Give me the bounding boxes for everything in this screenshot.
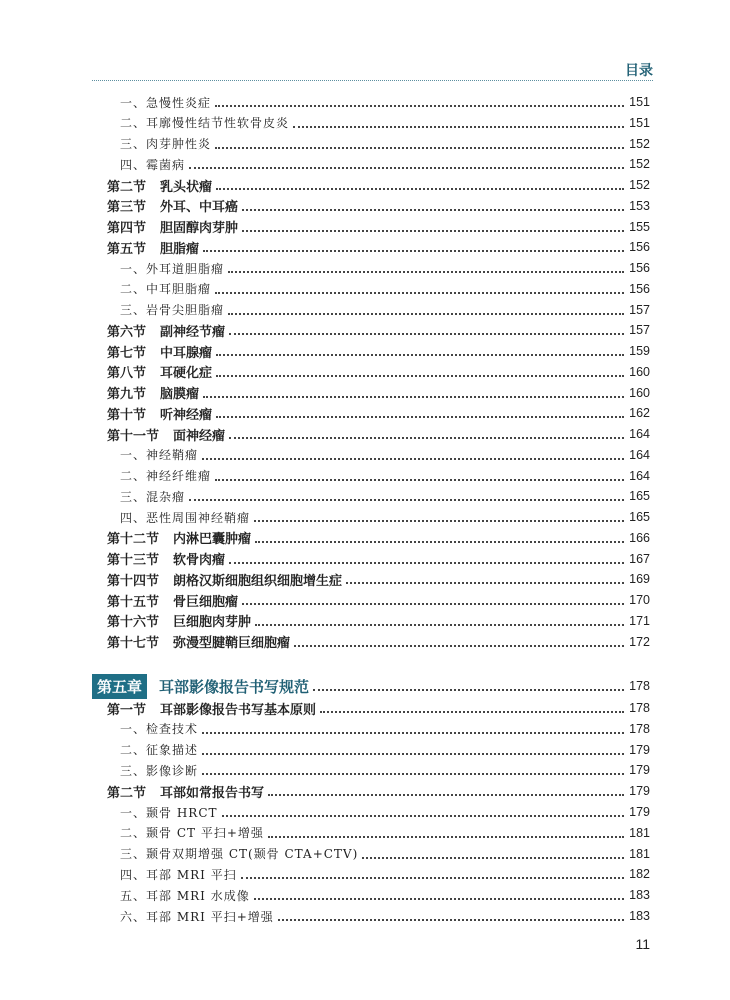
dot-leader (216, 416, 624, 418)
toc-entry-sub[interactable] (0, 300, 730, 320)
dot-leader (268, 836, 624, 838)
toc-entry-label: 一、神经鞘瘤 (120, 448, 199, 463)
dot-leader (293, 126, 624, 128)
toc-entry-section[interactable] (0, 424, 730, 444)
toc-entry-section[interactable] (0, 237, 730, 257)
section-number: 第十二节 (107, 532, 160, 548)
toc-page-number: 182 (629, 867, 650, 882)
toc-page-number: 162 (629, 406, 650, 421)
toc-entry-label: 四、霉菌病 (120, 157, 186, 172)
toc-entry-section[interactable] (0, 196, 730, 216)
toc-page-number: 179 (629, 784, 650, 799)
toc-entry-sub[interactable] (0, 279, 730, 299)
dot-leader (346, 582, 624, 584)
toc-page-number: 152 (629, 136, 650, 151)
section-number: 第十节 (107, 407, 147, 423)
section-number: 第五节 (107, 241, 147, 257)
toc-entry-section[interactable] (0, 528, 730, 548)
dot-leader (242, 230, 624, 232)
section-number: 第十六节 (107, 615, 160, 631)
toc-entry-section[interactable] (0, 403, 730, 423)
toc-page-number: 165 (629, 489, 650, 504)
toc-entry-section[interactable] (0, 781, 730, 801)
toc-entry-sub[interactable] (0, 466, 730, 486)
toc-entry-sub[interactable] (0, 134, 730, 154)
section-number: 第二节 (107, 785, 147, 801)
dot-leader (202, 773, 624, 775)
section-title: 中耳腺瘤 (160, 345, 213, 361)
toc-entry-sub[interactable] (0, 507, 730, 527)
toc-page-number: 164 (629, 468, 650, 483)
section-number: 第二节 (107, 179, 147, 195)
section-title: 巨细胞肉芽肿 (173, 615, 252, 631)
chapter-number-badge: 第五章 (92, 674, 147, 699)
toc-entry-section[interactable] (0, 320, 730, 340)
dot-leader (268, 794, 624, 796)
section-number: 第一节 (107, 702, 147, 718)
page-header-title: 目录 (625, 63, 653, 79)
dot-leader (202, 458, 624, 460)
toc-entry-label: 二、中耳胆脂瘤 (120, 282, 212, 297)
dot-leader (228, 313, 624, 315)
toc-entry-sub[interactable] (0, 113, 730, 133)
toc-entry-label: 一、外耳道胆脂瘤 (120, 261, 225, 276)
toc-entry-section[interactable] (0, 632, 730, 652)
section-title: 面神经瘤 (173, 428, 226, 444)
toc-page-number: 181 (629, 846, 650, 861)
toc-entry-sub[interactable] (0, 486, 730, 506)
toc-entry-sub[interactable] (0, 844, 730, 864)
toc-page-number: 178 (629, 679, 650, 693)
toc-entry-label (107, 425, 225, 444)
toc-entry-label: 二、征象描述 (120, 743, 199, 758)
dot-leader (215, 479, 624, 481)
toc-page-number: 178 (629, 701, 650, 715)
section-number: 第十一节 (107, 428, 160, 444)
toc-entry-label: 三、岩骨尖胆脂瘤 (120, 303, 225, 317)
section-number: 第三节 (107, 200, 147, 216)
section-number: 第六节 (107, 324, 147, 340)
toc-entry-label (107, 570, 342, 589)
toc-entry-label: 一、检查技术 (120, 722, 199, 737)
toc-page-number: 152 (629, 157, 650, 172)
toc-page-number: 156 (629, 281, 650, 296)
toc-entry-sub[interactable] (0, 823, 730, 843)
toc-entry-label: 三、混杂瘤 (120, 489, 186, 504)
toc-page-number: 157 (629, 302, 650, 317)
section-number: 第十三节 (107, 553, 160, 568)
dot-leader (254, 520, 624, 522)
dot-leader (216, 375, 624, 377)
dot-leader (241, 877, 624, 879)
section-number: 第四节 (107, 221, 147, 236)
toc-entry-label (107, 217, 238, 236)
section-title: 朗格汉斯细胞组织细胞增生症 (173, 573, 343, 589)
toc-page-number: 179 (629, 805, 650, 819)
toc-entry-sub[interactable] (0, 445, 730, 465)
dot-leader (320, 711, 624, 713)
toc-entry-label (107, 321, 225, 340)
dot-leader (215, 292, 624, 294)
toc-entry-sub[interactable] (0, 740, 730, 760)
toc-page-number: 183 (629, 888, 650, 903)
toc-entry-label (107, 611, 251, 630)
toc-page-number: 183 (629, 909, 650, 923)
section-title: 耳部如常报告书写 (160, 785, 265, 801)
toc-entry-chapter[interactable] (0, 676, 730, 696)
chapter-title: 耳部影像报告书写规范 (159, 677, 310, 696)
toc-entry-label: 三、影像诊断 (120, 763, 199, 778)
toc-entry-section[interactable] (0, 217, 730, 237)
dot-leader (229, 562, 624, 564)
toc-entry-label (107, 342, 212, 361)
toc-page-number: 159 (629, 344, 650, 358)
dot-leader (215, 147, 624, 149)
dot-leader (294, 645, 624, 647)
toc-entry-sub[interactable] (0, 906, 730, 926)
section-title: 耳部影像报告书写基本原则 (160, 702, 317, 718)
toc-entry-label: 五、耳部 MRI 水成像 (120, 888, 250, 903)
dot-leader (229, 333, 624, 335)
section-title: 耳硬化症 (160, 366, 213, 382)
toc-page-number: 153 (629, 198, 650, 213)
toc-entry-label (107, 632, 290, 651)
toc-page-number: 179 (629, 742, 650, 757)
toc-entry-sub[interactable] (0, 760, 730, 780)
section-title: 软骨肉瘤 (173, 553, 226, 568)
toc-entry-label: 六、耳部 MRI 平扫+增强 (120, 909, 274, 924)
dot-leader (278, 919, 624, 921)
toc-entry-label (107, 782, 264, 801)
toc-entry-sub[interactable] (0, 864, 730, 884)
section-number: 第十四节 (107, 573, 160, 589)
toc-entry-section[interactable] (0, 383, 730, 403)
dot-leader (254, 898, 624, 900)
toc-entry-label (107, 699, 316, 718)
section-title: 弥漫型腱鞘巨细胞瘤 (173, 636, 291, 651)
toc-entry-section[interactable] (0, 341, 730, 361)
dot-leader (203, 396, 624, 398)
toc-entry-sub[interactable] (0, 802, 730, 822)
toc-page-number: 160 (629, 364, 650, 379)
section-title: 胆固醇肉芽肿 (160, 221, 239, 236)
toc-page-number: 155 (629, 219, 650, 234)
section-title: 副神经节瘤 (160, 324, 226, 340)
dot-leader (215, 105, 624, 107)
toc-entry-sub[interactable] (0, 154, 730, 174)
section-title: 乳头状瘤 (160, 179, 213, 195)
toc-page-number: 152 (629, 178, 650, 192)
toc-entry-section[interactable] (0, 175, 730, 195)
dot-leader (222, 815, 624, 817)
toc-entry-label: 一、急慢性炎症 (120, 95, 212, 110)
toc-entry-label (107, 591, 238, 610)
toc-entry-label: 二、颞骨 CT 平扫+增强 (120, 826, 264, 841)
toc-page-number: 172 (629, 634, 650, 649)
toc-page-number: 151 (629, 95, 650, 109)
toc-entry-label: 二、神经纤维瘤 (120, 469, 212, 483)
toc-entry-section[interactable] (0, 362, 730, 382)
section-title: 骨巨细胞瘤 (173, 594, 239, 610)
dot-leader (202, 732, 624, 734)
toc-page-number: 151 (629, 115, 650, 130)
section-title: 胆脂瘤 (160, 241, 200, 257)
dot-leader (255, 541, 624, 543)
toc-entry-label (107, 362, 212, 381)
dot-leader (255, 624, 624, 626)
section-title: 内淋巴囊肿瘤 (173, 532, 252, 548)
toc-entry-section[interactable] (0, 590, 730, 610)
toc-page-number: 164 (629, 427, 650, 441)
toc-entry-label (107, 176, 212, 195)
section-number: 第九节 (107, 387, 147, 402)
dot-leader (216, 354, 624, 356)
toc-entry-label (107, 549, 225, 568)
toc-page-number: 179 (629, 763, 650, 778)
toc-entry-label: 三、肉芽肿性炎 (120, 137, 212, 151)
toc-entry-label: 一、颞骨 HRCT (120, 805, 218, 820)
toc-page-number: 164 (629, 447, 650, 462)
toc-page-number: 181 (629, 825, 650, 840)
section-number: 第十五节 (107, 594, 160, 610)
toc-entry-section[interactable] (0, 549, 730, 569)
section-number: 第十七节 (107, 636, 160, 651)
dot-leader (313, 689, 624, 691)
section-title: 听神经瘤 (160, 407, 213, 423)
toc-entry-label (107, 528, 251, 547)
toc-page-number: 170 (629, 593, 650, 607)
dot-leader (228, 271, 624, 273)
toc-entry-label: 三、颞骨双期增强 CT(颞骨 CTA+CTV) (120, 847, 359, 862)
toc-page-number: 178 (629, 721, 650, 736)
toc-entry-label (107, 383, 199, 402)
toc-entry-sub[interactable] (0, 885, 730, 905)
dot-leader (216, 188, 624, 190)
dot-leader (242, 603, 624, 605)
dot-leader (189, 167, 624, 169)
toc-entry-label (107, 238, 199, 257)
toc-entry-label: 二、耳廓慢性结节性软骨皮炎 (120, 116, 290, 131)
toc-entry-label: 四、恶性周围神经鞘瘤 (120, 510, 251, 525)
toc-entry-section[interactable] (0, 569, 730, 589)
toc-entry-sub[interactable] (0, 258, 730, 278)
toc-entry-section[interactable] (0, 698, 730, 718)
toc-page-number: 156 (629, 261, 650, 275)
dot-leader (229, 437, 624, 439)
section-title: 外耳、中耳癌 (160, 200, 239, 216)
toc-entry-sub[interactable] (0, 719, 730, 739)
dot-leader (203, 250, 624, 252)
toc-entry-sub[interactable] (0, 92, 730, 112)
toc-page-number: 165 (629, 510, 650, 524)
toc-page-number: 166 (629, 530, 650, 545)
toc-entry-label (107, 404, 212, 423)
toc-page-number: 156 (629, 240, 650, 255)
toc-page-number: 160 (629, 385, 650, 400)
page-number: 11 (635, 936, 650, 952)
section-title: 脑膜瘤 (160, 387, 200, 402)
toc-page-number: 167 (629, 551, 650, 566)
section-number: 第八节 (107, 366, 147, 382)
toc-page-number: 169 (629, 572, 650, 587)
toc-entry-label: 四、耳部 MRI 平扫 (120, 867, 237, 882)
dot-leader (362, 857, 624, 859)
toc-page-number: 157 (629, 323, 650, 338)
dot-leader (189, 499, 624, 501)
toc-entry-label (107, 196, 238, 215)
toc-entry-section[interactable] (0, 611, 730, 631)
section-number: 第七节 (107, 345, 147, 361)
toc-page-number: 171 (629, 613, 650, 628)
dot-leader (242, 209, 624, 211)
dot-leader (202, 753, 624, 755)
